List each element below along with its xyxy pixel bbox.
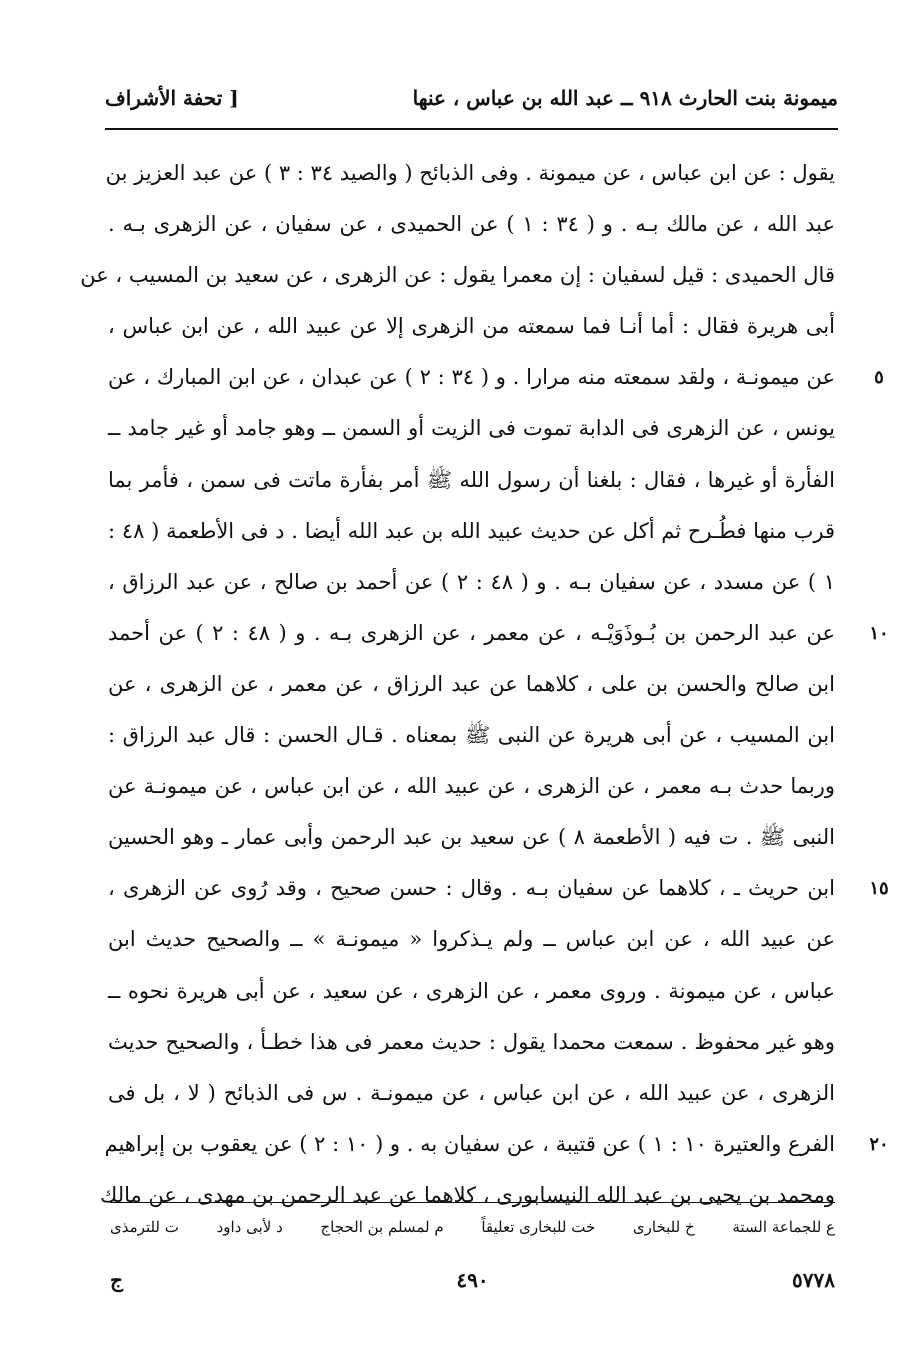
text-line [108,1017,835,1068]
text-line-content: الفرع والعتيرة ١٠ : ١ ) عن قتيبة ، عن سفيان به . و ( ١٠ : ٢ ) عن يعقوب بن إبراهيم [104,1131,835,1156]
footer-rule [110,1202,835,1203]
text-line [108,506,835,557]
text-line-content: عبد الله ، عن مالك بـه . و ( ٣٤ : ١ ) عن الحميدى ، عن سفيان ، عن الزهرى بـه . [108,212,835,237]
line-number: ١٠ [869,622,889,644]
text-line [108,863,889,914]
abbreviation-item: م لمسلم بن الحجاج [320,1218,444,1236]
text-line-content: يونس ، عن الزهرى فى الدابة تموت فى الزيت أو السمن ــ وهو جامد أو غير جامد ــ [108,416,835,441]
text-line [108,199,835,250]
signature-mark: ج [110,1268,123,1292]
header-book-title: [ تحفة الأشراف [105,86,239,110]
line-number: ٢٠ [869,1133,889,1155]
abbreviation-item: ع للجماعة الستة [732,1218,835,1236]
header-rule [105,128,838,130]
text-line-content: ١ ) عن مسدد ، عن سفيان بـه . و ( ٤٨ : ٢ ) عن أحمد بن صالح ، عن عبد الرزاق ، [108,569,835,594]
text-line-content: الفأرة أو غيرها ، فقال : بلغنا أن رسول الله ﷺ أمر بفأرة ماتت فى سمن ، فأمر بما [108,467,835,492]
abbreviation-item: خ للبخارى [632,1218,695,1236]
text-line [108,403,835,454]
text-line [108,557,835,608]
page-number: ٤٩٠ [456,1268,489,1292]
text-line-content: عباس ، عن ميمونة . وروى معمر ، عن الزهرى ، عن سعيد ، عن أبى هريرة نحوه ــ [108,978,835,1003]
text-line-content: وهو غير محفوظ . سمعت محمدا يقول : حديث معمر فى هذا خطـأ ، والصحيح حديث [108,1029,835,1054]
body-text [80,148,889,1221]
text-line [108,352,884,403]
text-line-content: قرب منها فطُـرح ثم أكل عن حديث عبيد الله بن عبد الله أيضا . د فى الأطعمة ( ٤٨ : [108,518,835,543]
line-number: ١٥ [869,878,889,900]
text-line [108,608,889,659]
abbreviation-key [110,1210,835,1244]
text-line [105,148,835,199]
text-line [108,761,835,812]
text-line [108,914,835,965]
text-line [80,250,835,301]
page-footer [110,1268,835,1308]
abbreviation-item: د لأبى داود [216,1218,283,1236]
running-header [105,78,838,118]
abbreviation-item: ت للترمذى [110,1218,179,1236]
text-line-content: ابن المسيب ، عن أبى هريرة عن النبى ﷺ بمعناه . قـال الحسن : قال عبد الرزاق : [108,723,835,748]
text-line [108,1068,835,1119]
line-number: ٥ [874,367,884,389]
abbreviation-item: خت للبخارى تعليقاً [481,1218,596,1236]
text-line [104,1119,889,1170]
text-line-content: قال الحميدى : قيل لسفيان : إن معمرا يقول : عن الزهرى ، عن سعيد بن المسيب ، عن [80,263,835,288]
text-line-content: أبى هريرة فقال : أما أنـا فما سمعته من الزهرى إلا عن عبيد الله ، عن ابن عباس ، [108,314,835,339]
text-line [108,812,835,863]
text-line-content: عن ميمونـة ، ولقد سمعته منه مرارا . و ( ٣٤ : ٢ ) عن عبدان ، عن ابن المبارك ، عن [108,365,835,390]
text-line-content: يقول : عن ابن عباس ، عن ميمونة . وفى الذبائح ( والصيد ٣٤ : ٣ ) عن عبد العزيز بن [105,161,835,185]
text-line [108,301,835,352]
text-line-content: ابن حريث ـ ، كلاهما عن سفيان بـه . وقال : حسن صحيح ، وقد رُوى عن الزهرى ، [108,876,835,901]
text-line-content: عن عبيد الله ، عن ابن عباس ــ ولم يـذكروا « ميمونـة » ــ والصحيح حديث ابن [108,927,835,952]
text-line-content: النبى ﷺ . ت فيه ( الأطعمة ٨ ) عن سعيد بن عبد الرحمن وأبى عمار ـ وهو الحسين [108,825,835,850]
hadith-sequence-number: ٥٧٧٨ [792,1268,835,1292]
text-line-content: ابن صالح والحسن بن على ، كلاهما عن عبد الرزاق ، عن معمر ، عن الزهرى ، عن [108,671,835,696]
header-chapter-title: ميمونة بنت الحارث ٩١٨ ــ عبد الله بن عباس ، عنها [412,86,838,110]
text-line-content: ومحمد بن يحيى بن عبد الله النيسابورى ، كلاهما عن عبد الرحمن بن مهدى ، عن مالك [100,1182,835,1207]
text-line [108,455,835,506]
text-line [108,966,835,1017]
text-line [108,710,835,761]
text-line-content: عن عبد الرحمن بن بُـوذَوَيْـه ، عن معمر ، عن الزهرى بـه . و ( ٤٨ : ٢ ) عن أحمد [108,620,835,645]
text-line-content: وربما حدث بـه معمر ، عن الزهرى ، عن عبيد الله ، عن ابن عباس ، عن ميمونـة عن [108,774,835,799]
text-line-content: الزهرى ، عن عبيد الله ، عن ابن عباس ، عن ميمونـة . س فى الذبائح ( لا ، بل فى [108,1080,835,1105]
text-line [108,659,835,710]
